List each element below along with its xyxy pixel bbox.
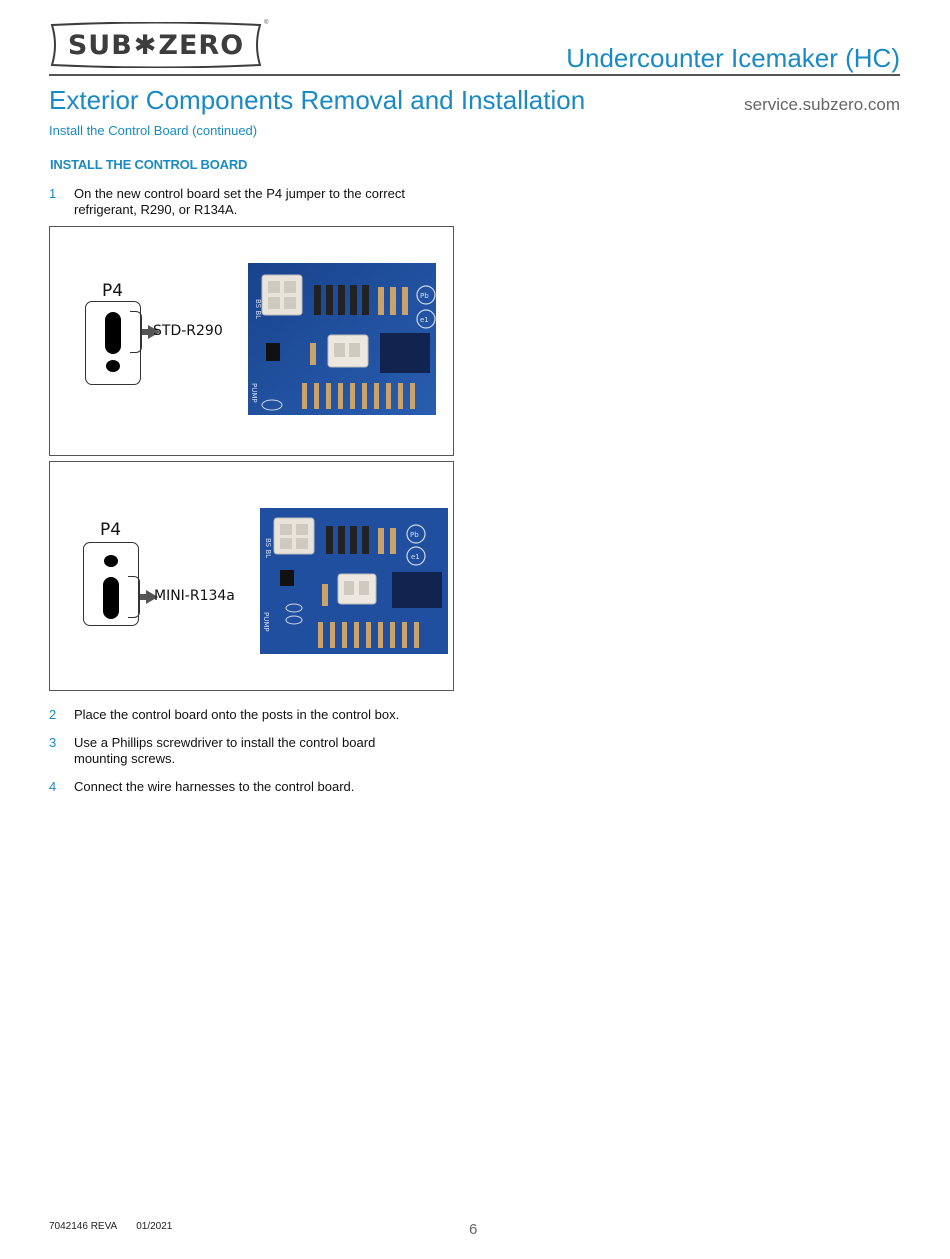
jumper-pin-pair — [105, 312, 121, 354]
step-text: Place the control board onto the posts in the control box. — [74, 707, 400, 722]
control-board-image — [260, 508, 448, 654]
step-text: On the new control board set the P4 jumper to the correct refrigerant, R290, or R134A. — [74, 186, 405, 217]
board-label-pump: PUMP — [262, 612, 270, 632]
product-title: Undercounter Icemaker (HC) — [566, 43, 900, 73]
control-board-photo — [248, 263, 436, 415]
jumper-bracket — [130, 311, 142, 353]
jumper-label: P4 — [100, 520, 122, 540]
figure-mini-r134a — [49, 461, 454, 691]
doc-number: 7042146 REVA — [49, 1221, 117, 1232]
section-title: Exterior Components Removal and Installation — [49, 85, 586, 115]
board-label-bsbl: BS BL — [254, 299, 262, 320]
jumper-label: P4 — [102, 281, 124, 301]
step-number: 3 — [49, 735, 57, 750]
board-label-pump: PUMP — [250, 383, 258, 403]
step-3 — [49, 735, 439, 769]
logo-text-left: SUB — [67, 29, 133, 61]
step-number: 2 — [49, 707, 57, 722]
footer-doc-info — [49, 1221, 172, 1232]
snowflake-icon: ✱ — [133, 29, 158, 61]
jumper-pin — [104, 555, 118, 567]
step-text: Connect the wire harnesses to the control board. — [74, 779, 355, 794]
step-4 — [49, 779, 439, 797]
control-board-photo — [260, 508, 448, 654]
jumper-pin-pair — [103, 577, 119, 619]
control-board-image — [248, 263, 436, 415]
step-1 — [49, 186, 439, 220]
site-url[interactable]: service.subzero.com — [744, 95, 900, 114]
subzero-logo — [49, 22, 269, 70]
board-label-pb: Pb — [420, 292, 429, 300]
procedure-heading: INSTALL THE CONTROL BOARD — [50, 157, 248, 172]
figure-std-r290 — [49, 226, 454, 456]
jumper-pin — [106, 360, 120, 372]
board-label-bsbl: BS BL — [264, 538, 272, 559]
subsection-title: Install the Control Board (continued) — [49, 123, 258, 138]
jumper-bracket — [128, 576, 140, 618]
header-rule — [49, 74, 900, 76]
logo-text-right: ZERO — [158, 29, 245, 61]
jumper-setting-label: STD-R290 — [153, 323, 223, 339]
jumper-setting-label: MINI-R134a — [154, 588, 235, 604]
doc-date: 01/2021 — [136, 1221, 173, 1232]
jumper-diagram — [80, 281, 240, 391]
board-label-e1: e1 — [420, 316, 429, 324]
step-number: 1 — [49, 186, 57, 201]
jumper-diagram — [78, 520, 258, 630]
board-label-e1: e1 — [411, 553, 420, 561]
board-label-pb: Pb — [410, 531, 419, 539]
logo-wordmark — [49, 22, 263, 68]
step-text: Use a Phillips screwdriver to install the control board mounting screws. — [74, 735, 376, 766]
step-2 — [49, 707, 439, 725]
page-number: 6 — [469, 1221, 478, 1238]
step-number: 4 — [49, 779, 57, 794]
registered-mark: ® — [264, 20, 269, 26]
